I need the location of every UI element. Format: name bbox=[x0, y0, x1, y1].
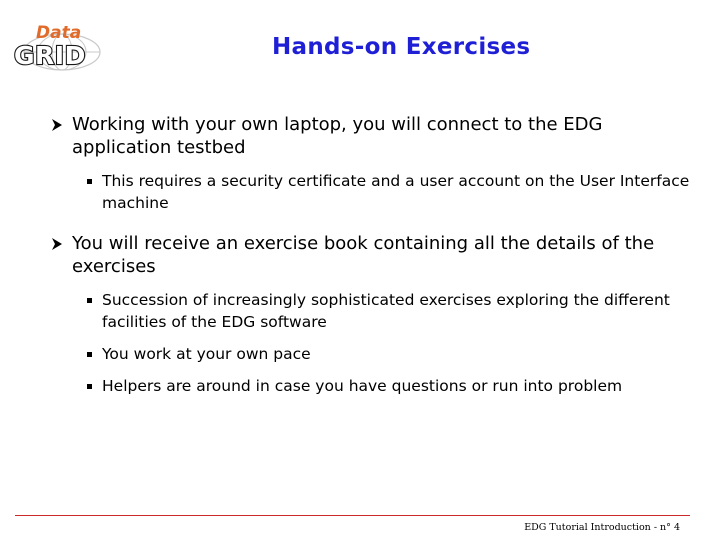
datagrid-logo bbox=[10, 20, 110, 72]
bullet-text: Working with your own laptop, you will connect to the EDG application testbed bbox=[72, 114, 603, 158]
svg-text:Data: Data bbox=[36, 23, 82, 43]
page-title: Hands-on Exercises bbox=[272, 34, 531, 60]
sub-bullet-text: Helpers are around in case you have questions or run into problem bbox=[102, 377, 623, 395]
sub-bullet-text: You work at your own pace bbox=[102, 345, 311, 363]
arrow-bullet-icon bbox=[52, 238, 62, 250]
square-bullet-icon bbox=[87, 179, 92, 184]
svg-text:GRID: GRID bbox=[14, 41, 86, 70]
sub-bullet-text: This requires a security certificate and a user account on the User Interface machine bbox=[102, 172, 690, 212]
arrow-bullet-icon bbox=[52, 119, 62, 131]
footer-rule bbox=[15, 515, 690, 516]
sub-bullet-text: Succession of increasingly sophisticated exercises exploring the different facilities of the EDG software bbox=[102, 291, 670, 331]
square-bullet-icon bbox=[87, 298, 92, 303]
footer-text: EDG Tutorial Introduction - n° 4 bbox=[524, 522, 680, 533]
square-bullet-icon bbox=[87, 352, 92, 357]
square-bullet-icon bbox=[87, 384, 92, 389]
bullet-text: You will receive an exercise book containing all the details of the exercises bbox=[72, 233, 655, 277]
